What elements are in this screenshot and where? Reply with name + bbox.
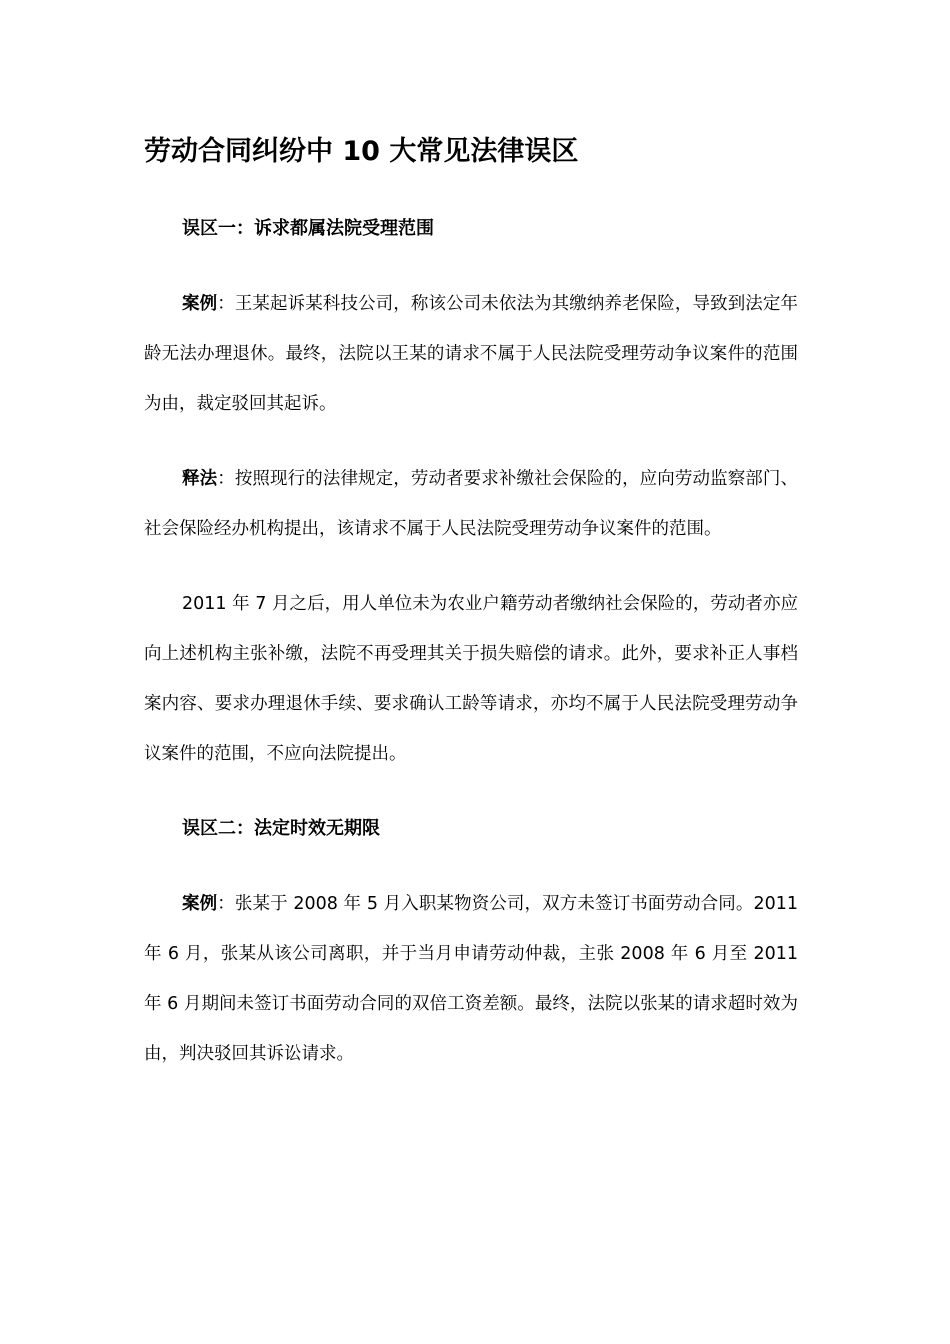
case-text: ：张某于 2008 年 5 月入职某物资公司，双方未签订书面劳动合同。2011 年 6 月，张某从该公司离职，并于当月申请劳动仲裁，主张 2008 年 6 月至 2011 年 6 月期间未签订书面劳动合同的双倍工资差额。最终，法院以张某的请求超时效为由，判决驳回其诉讼请求。 [144, 894, 799, 1064]
section-1-explain-paragraph [144, 454, 798, 554]
section-1-extra-paragraph: 2011 年 7 月之后，用人单位未为农业户籍劳动者缴纳社会保险的，劳动者亦应向上述机构主张补缴，法院不再受理其关于损失赔偿的请求。此外，要求补正人事档案内容、要求办理退休手续、要求确认工龄等请求，亦均不属于人民法院受理劳动争议案件的范围，不应向法院提出。 [144, 594, 798, 764]
section-2-case-paragraph [144, 879, 798, 1079]
document-page [144, 128, 798, 1079]
case-text: ：王某起诉某科技公司，称该公司未依法为其缴纳养老保险，导致到法定年龄无法办理退休。最终，法院以王某的请求不属于人民法院受理劳动争议案件的范围为由，裁定驳回其起诉。 [144, 294, 799, 414]
explain-label: 释法 [182, 469, 218, 489]
section-1-case-paragraph [144, 279, 798, 429]
case-label: 案例 [182, 294, 218, 314]
case-label: 案例 [182, 894, 218, 914]
document-title: 劳动合同纠纷中 10 大常见法律误区 [144, 136, 579, 167]
section-1-heading: 误区一：诉求都属法院受理范围 [182, 218, 434, 239]
section-2-heading: 误区二：法定时效无期限 [182, 818, 380, 839]
explain-text: ：按照现行的法律规定，劳动者要求补缴社会保险的，应向劳动监察部门、社会保险经办机构提出，该请求不属于人民法院受理劳动争议案件的范围。 [144, 469, 799, 539]
